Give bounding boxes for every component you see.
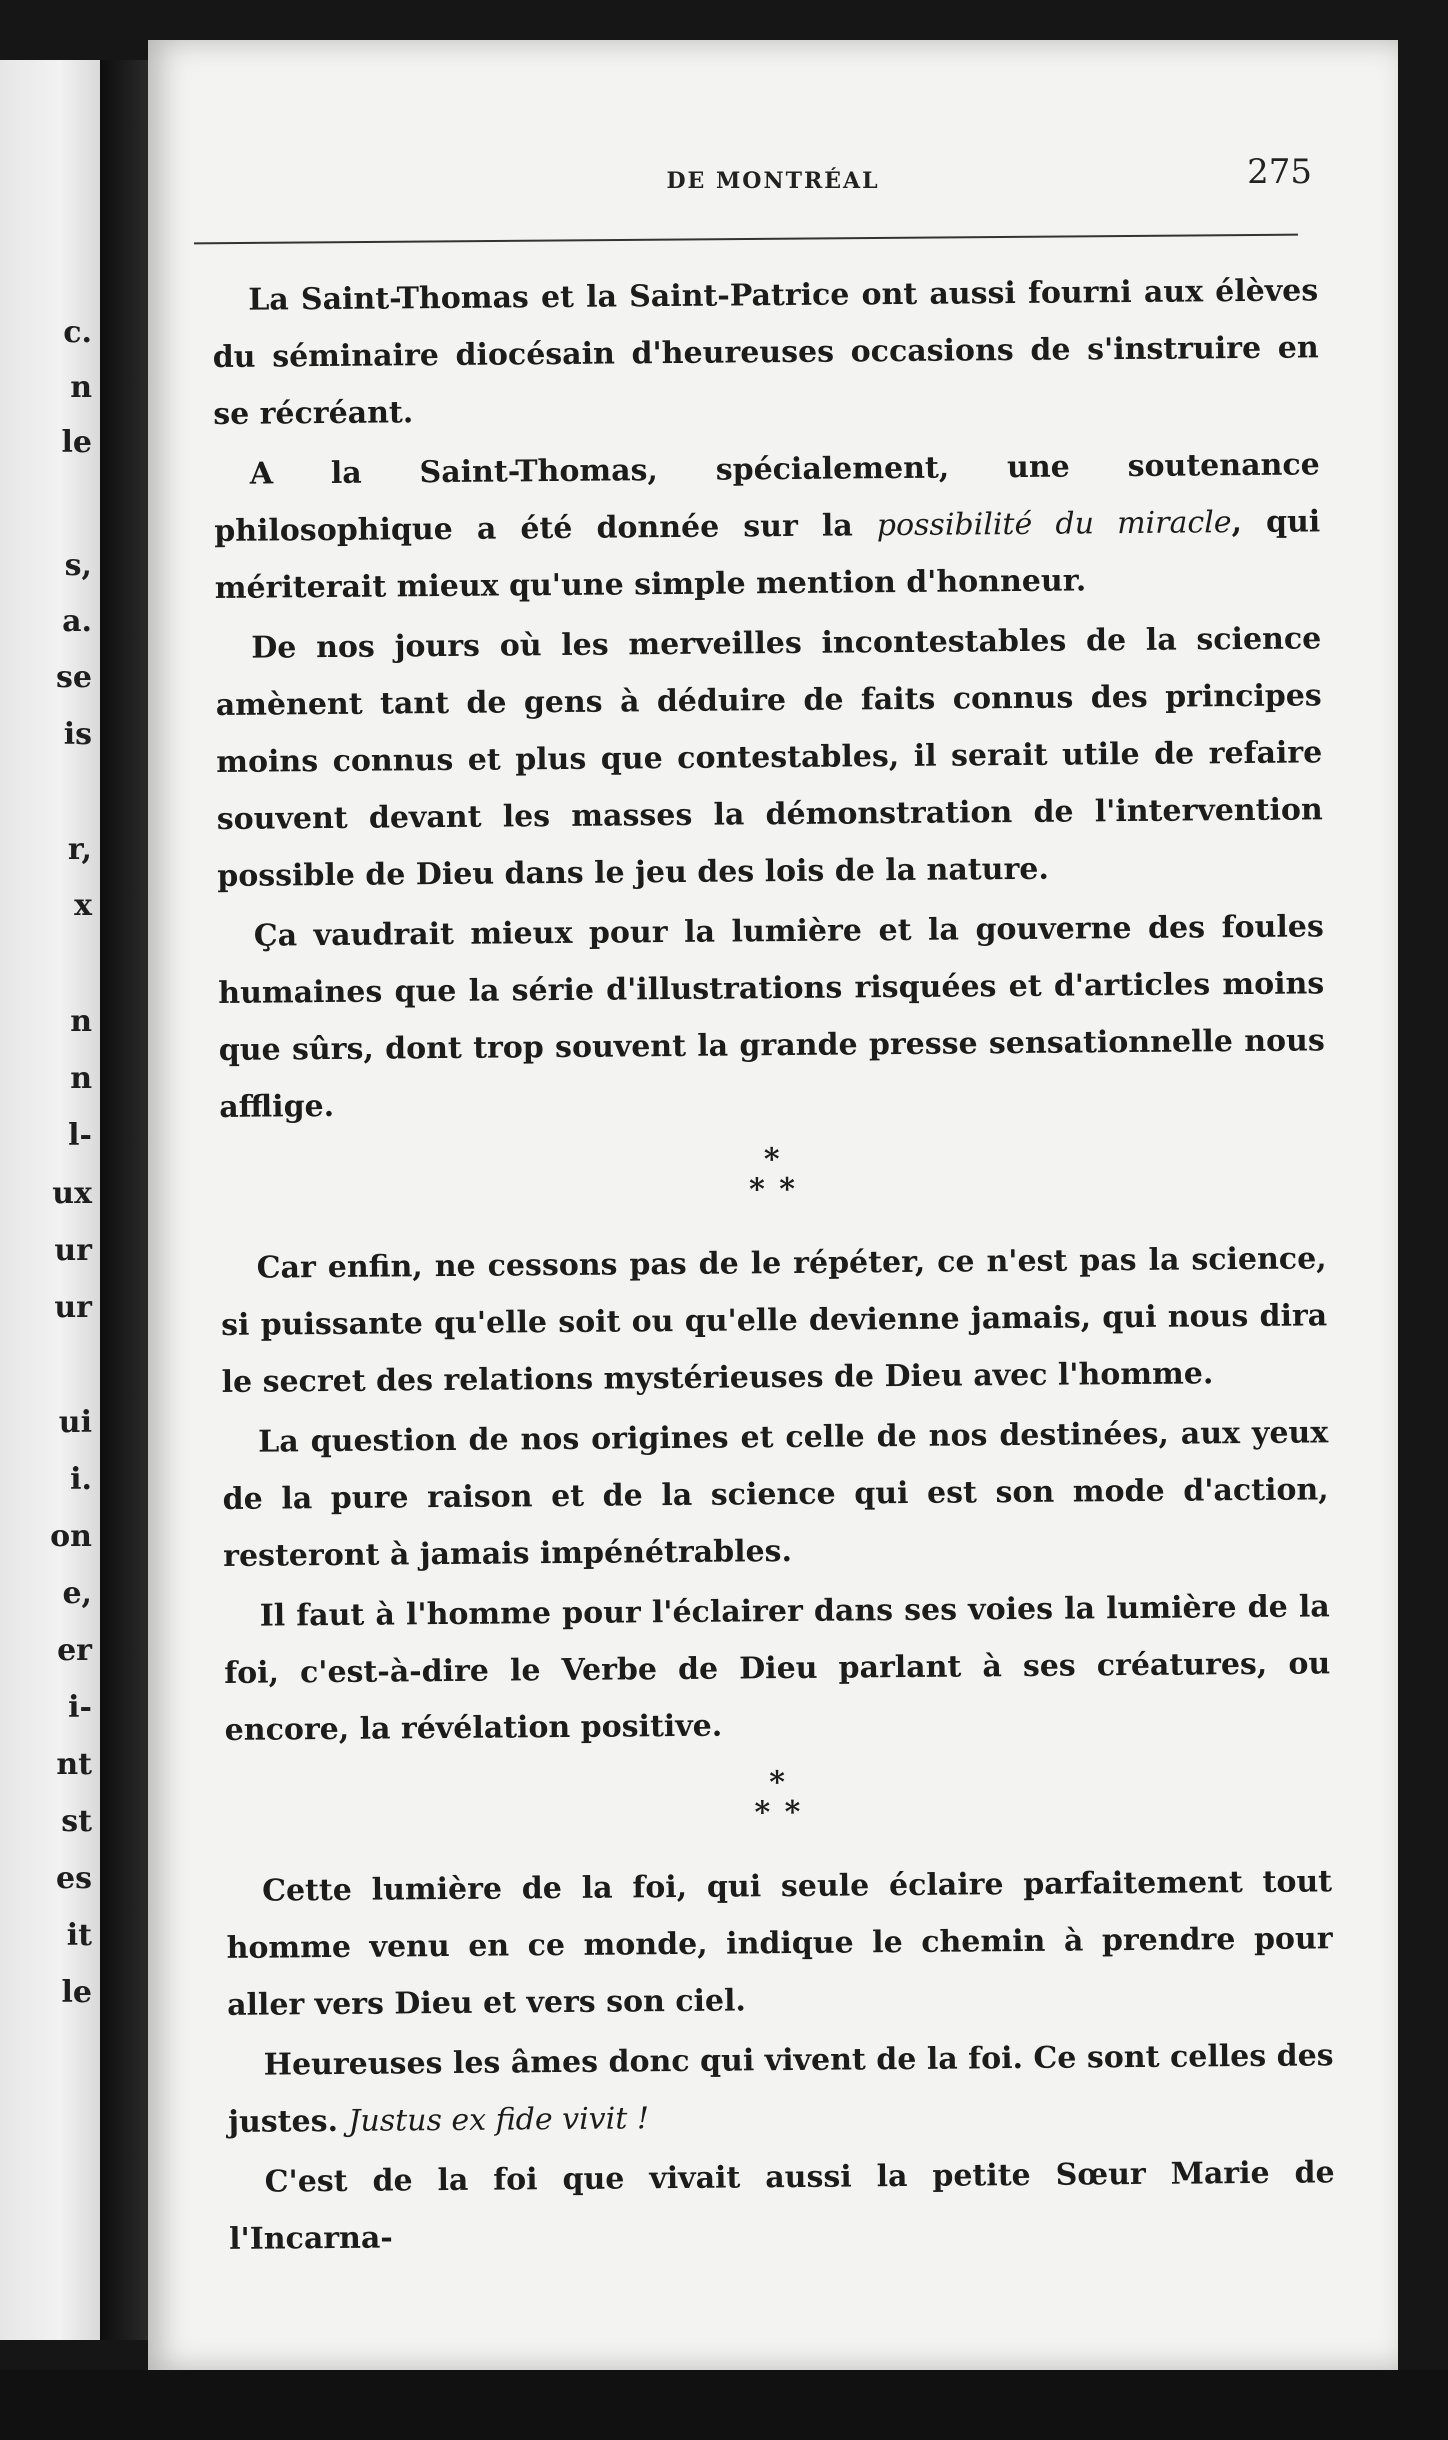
facing-page-fragment (0, 60, 100, 2340)
separator-bottom-stars: * * (754, 1794, 803, 1831)
paragraph (214, 436, 1321, 617)
paragraph-text: A la Saint-Thomas, spécialement, une soutenance philosophique a été donnée sur la (214, 447, 1320, 549)
facing-line-end: x (74, 888, 92, 923)
paragraph-text: , qui mériterait mieux qu'une simple mention d'honneur. (214, 504, 1321, 606)
italic-phrase: Justus ex fide vivit ! (348, 2101, 650, 2139)
facing-line-end: es (56, 1861, 92, 1896)
paragraph: Car enfin, ne cessons pas de le répéter, ce n'est pas la science, si puissante qu'elle soit ou qu'elle devienne jamais, qui nous dira le secret des relations mystérieuses de Dieu avec l'homme. (221, 1241, 1328, 1400)
facing-line-end: r, (67, 832, 92, 867)
facing-line-end: se (56, 660, 92, 695)
section-separator (225, 1763, 1331, 1833)
facing-line-end: ur (54, 1290, 92, 1325)
facing-line-end: c. (63, 315, 92, 350)
facing-line-end: n (70, 1004, 92, 1039)
paragraph: Il faut à l'homme pour l'éclairer dans ses voies la lumière de la foi, c'est-à-dire le Verbe de Dieu parlant à ses créatures, ou encore, la révélation positive. (224, 1589, 1331, 1748)
facing-line-end: ur (54, 1233, 92, 1268)
paragraph: Cette lumière de la foi, qui seule éclaire parfaitement tout homme venu en ce monde, indique le chemin à prendre pour aller vers Dieu et vers son ciel. (226, 1864, 1333, 2023)
facing-line-end: is (63, 717, 92, 752)
book-gutter (100, 60, 148, 2340)
paragraph (227, 2027, 1334, 2151)
separator-bottom-stars: * * (748, 1171, 798, 1208)
paragraph: La question de nos origines et celle de nos destinées, aux yeux de la pure raison et de la science qui est son mode d'action, resteront à jamais impénétrables. (222, 1415, 1329, 1574)
facing-line-end: i- (68, 1690, 92, 1725)
book-page (148, 40, 1398, 2370)
facing-line-end: n (70, 370, 92, 405)
paragraph: C'est de la foi que vivait aussi la petite Sœur Marie de l'Incarna- (229, 2155, 1335, 2257)
running-head: DE MONTRÉAL (666, 168, 880, 194)
paragraph-text: Heureuses les âmes donc qui vivent de la foi. Ce sont celles des justes. (227, 2038, 1334, 2140)
facing-line-end: a. (62, 604, 92, 639)
facing-line-end: le (61, 1975, 92, 2010)
page-number: 275 (1247, 152, 1312, 192)
paragraph: Ça vaudrait mieux pour la lumière et la gouverne des foules humaines que la série d'illustrations risquées et d'articles moins que sûrs, dont trop souvent la grande presse sensationnelle nous afflige. (218, 909, 1325, 1125)
body-text (212, 262, 1335, 2271)
facing-line-end: er (57, 1633, 92, 1668)
facing-line-end: ux (52, 1176, 92, 1211)
separator-top-star: * (769, 1765, 788, 1801)
section-separator (220, 1140, 1326, 1210)
facing-line-end: i. (70, 1462, 92, 1497)
facing-line-end: s, (64, 548, 92, 583)
paragraph: La Saint-Thomas et la Saint-Patrice ont aussi fourni aux élèves du séminaire diocésain d'heureuses occasions de s'instruire en se récréant. (212, 273, 1319, 432)
separator-top-star: * (763, 1142, 782, 1178)
scan-bottom-edge (0, 2370, 1448, 2440)
facing-line-end: it (66, 1918, 92, 1953)
facing-line-end: on (50, 1519, 92, 1554)
header-rule (194, 234, 1298, 245)
facing-line-end: ui (58, 1405, 92, 1440)
italic-phrase: possibilité du miracle (876, 505, 1232, 544)
facing-line-end: e, (62, 1576, 92, 1611)
paragraph: De nos jours où les merveilles incontestables de la science amènent tant de gens à déduire de faits connus des principes moins connus et plus que contestables, il serait utile de refaire souvent devant les masses la démonstration de l'intervention possible de Dieu dans le jeu des lois de la nature. (215, 621, 1323, 894)
facing-line-end: nt (56, 1747, 92, 1782)
facing-line-end: n (70, 1061, 92, 1096)
facing-line-end: l- (68, 1118, 92, 1153)
facing-line-end: st (61, 1804, 92, 1839)
facing-line-end: le (61, 425, 92, 460)
